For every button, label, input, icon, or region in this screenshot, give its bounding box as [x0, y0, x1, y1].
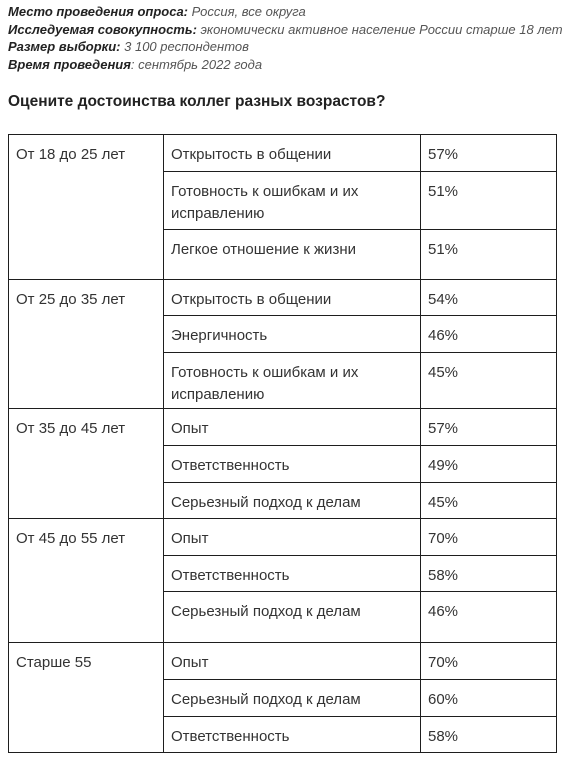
table-row: [9, 519, 557, 556]
meta-key: Время проведения: [8, 56, 131, 72]
trait-cell: Готовность к ошибкам и их исправлению: [164, 172, 421, 230]
trait-cell: Серьезный подход к делам: [164, 592, 421, 643]
percent-cell: 45%: [421, 353, 557, 409]
trait-cell: Опыт: [164, 409, 421, 446]
trait-cell: Ответственность: [164, 717, 421, 753]
trait-cell: Готовность к ошибкам и их исправлению: [164, 353, 421, 409]
percent-cell: 58%: [421, 717, 557, 753]
trait-cell: Открытость в общении: [164, 135, 421, 172]
trait-cell: Опыт: [164, 643, 421, 680]
table-row: [9, 409, 557, 446]
trait-cell: Серьезный подход к делам: [164, 483, 421, 519]
percent-cell: 70%: [421, 643, 557, 680]
percent-cell: 46%: [421, 316, 557, 353]
meta-line-location: [8, 3, 582, 21]
percent-cell: 51%: [421, 172, 557, 230]
age-group-cell: От 45 до 55 лет: [9, 519, 164, 643]
meta-line-sample: [8, 38, 582, 56]
question-heading: Оцените достоинства коллег разных возрастов?: [8, 93, 386, 110]
age-group-cell: От 25 до 35 лет: [9, 280, 164, 409]
results-table: [8, 134, 557, 753]
table-row: [9, 643, 557, 680]
meta-value: : сентябрь 2022 года: [130, 56, 263, 72]
age-group-cell: Старше 55: [9, 643, 164, 753]
trait-cell: Легкое отношение к жизни: [164, 230, 421, 280]
meta-line-date: [8, 56, 582, 74]
table-row: [9, 135, 557, 172]
percent-cell: 70%: [421, 519, 557, 556]
percent-cell: 57%: [421, 135, 557, 172]
meta-line-population: [8, 21, 582, 39]
meta-key: Размер выборки:: [8, 39, 121, 54]
meta-value: экономически активное население России старше 18 лет: [196, 21, 563, 37]
meta-value: 3 100 респондентов: [120, 39, 249, 54]
table-row: [9, 280, 557, 316]
survey-meta: [8, 3, 582, 73]
meta-key: Место проведения опроса:: [8, 4, 189, 19]
trait-cell: Серьезный подход к делам: [164, 680, 421, 717]
percent-cell: 58%: [421, 556, 557, 592]
trait-cell: Энергичность: [164, 316, 421, 353]
percent-cell: 60%: [421, 680, 557, 717]
percent-cell: 49%: [421, 446, 557, 483]
meta-key: Исследуемая совокупность:: [8, 21, 197, 37]
trait-cell: Ответственность: [164, 556, 421, 592]
percent-cell: 57%: [421, 409, 557, 446]
age-group-cell: От 18 до 25 лет: [9, 135, 164, 280]
trait-cell: Опыт: [164, 519, 421, 556]
trait-cell: Ответственность: [164, 446, 421, 483]
trait-cell: Открытость в общении: [164, 280, 421, 316]
percent-cell: 46%: [421, 592, 557, 643]
age-group-cell: От 35 до 45 лет: [9, 409, 164, 519]
percent-cell: 51%: [421, 230, 557, 280]
meta-value: Россия, все округа: [188, 4, 306, 19]
percent-cell: 54%: [421, 280, 557, 316]
percent-cell: 45%: [421, 483, 557, 519]
